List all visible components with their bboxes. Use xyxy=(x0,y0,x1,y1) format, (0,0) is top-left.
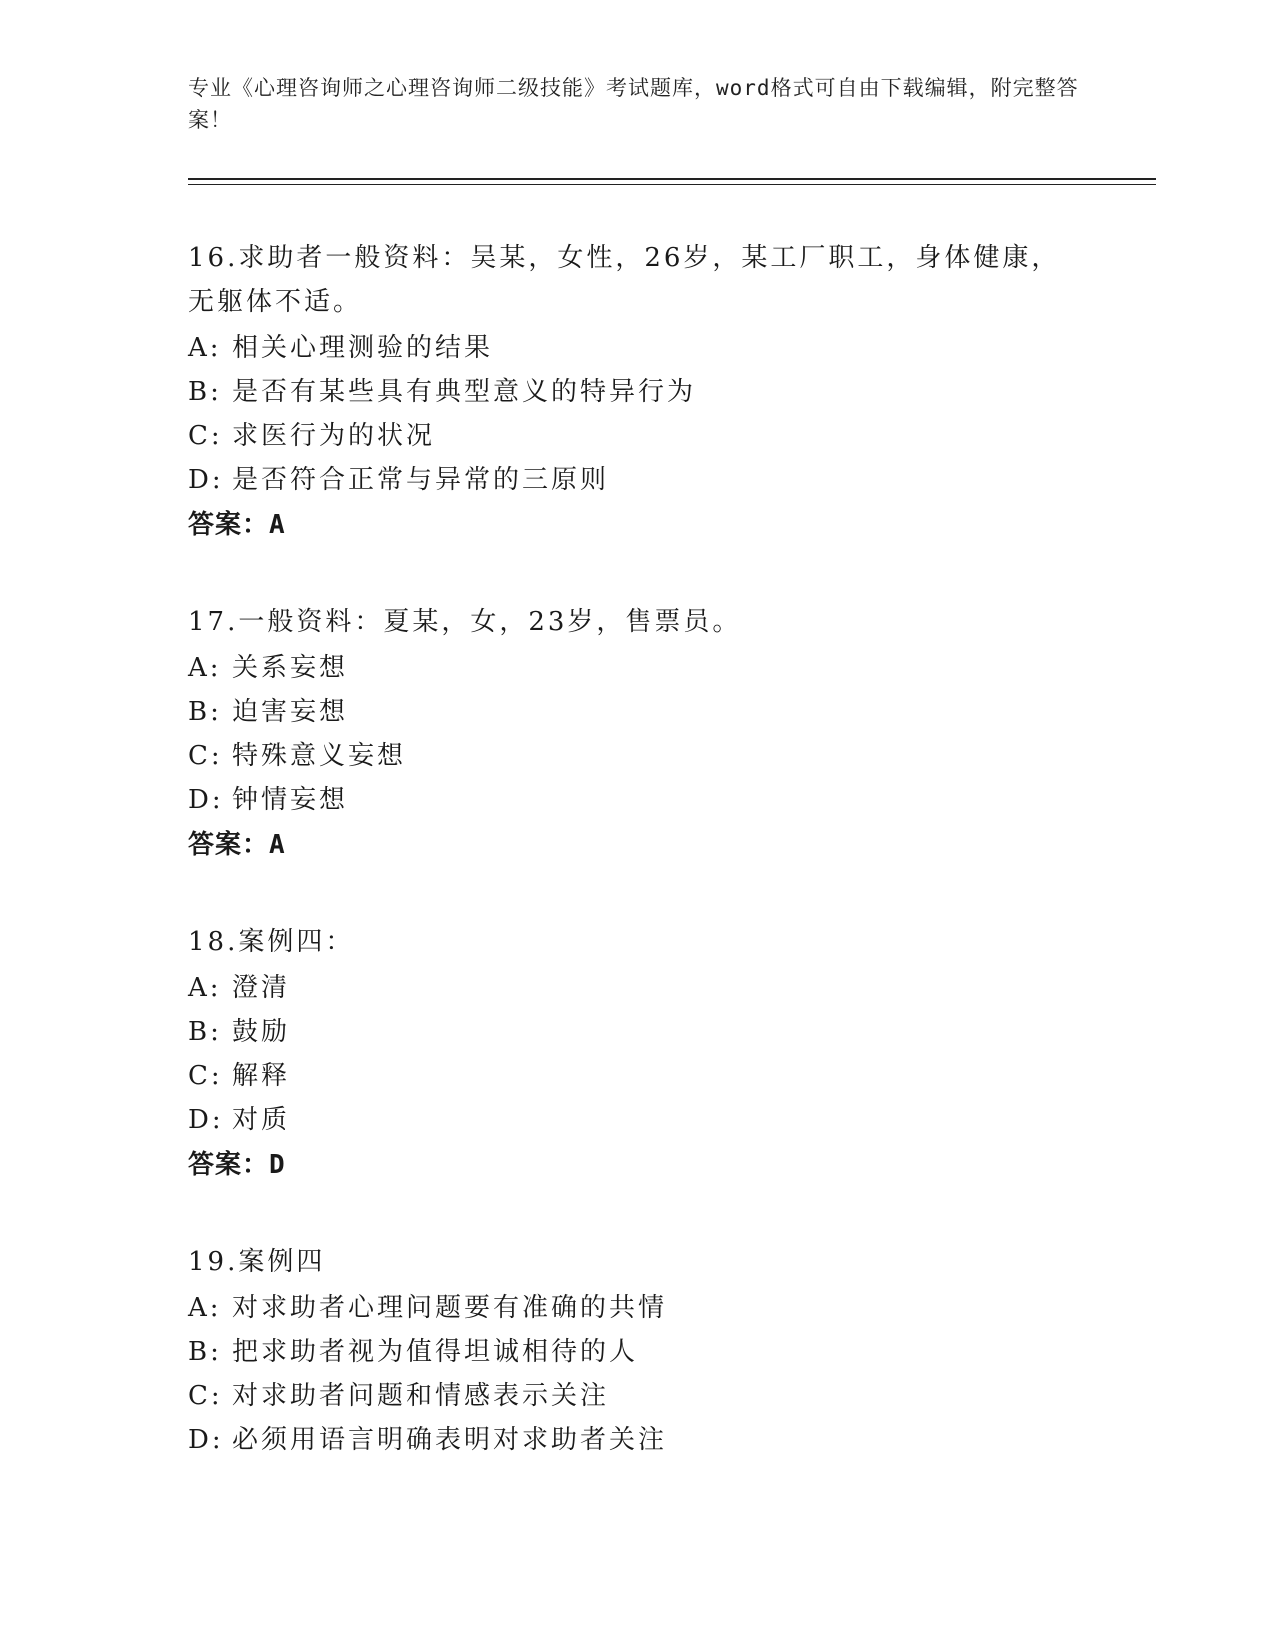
option-a xyxy=(188,646,1088,690)
option-letter: B: xyxy=(188,377,222,407)
option-a xyxy=(188,966,1088,1010)
option-text: 对求助者问题和情感表示关注 xyxy=(232,1381,610,1411)
option-letter: C: xyxy=(188,741,223,771)
answer-line: 答案：D xyxy=(188,1150,286,1180)
option-d xyxy=(188,1418,1088,1462)
document-header: 专业《心理咨询师之心理咨询师二级技能》考试题库，word格式可自由下载编辑，附完整答案！ xyxy=(188,76,1079,132)
option-c xyxy=(188,734,1088,778)
option-letter: C: xyxy=(188,1381,223,1411)
option-c xyxy=(188,1054,1088,1098)
header-divider-thin xyxy=(188,184,1156,185)
option-text: 求医行为的状况 xyxy=(232,421,436,451)
option-letter: B: xyxy=(188,1337,222,1367)
question-stem: 19.案例四 xyxy=(188,1247,326,1277)
option-letter: C: xyxy=(188,1061,223,1091)
option-b xyxy=(188,1330,1088,1374)
question-stem: 18.案例四： xyxy=(188,927,355,957)
option-text: 鼓励 xyxy=(232,1017,291,1047)
option-letter: C: xyxy=(188,421,223,451)
option-text: 相关心理测验的结果 xyxy=(232,333,494,363)
question-18 xyxy=(188,920,1088,1188)
option-text: 迫害妄想 xyxy=(232,697,349,727)
question-list xyxy=(188,236,1088,1514)
answer-line: 答案：A xyxy=(188,830,286,860)
option-d xyxy=(188,1098,1088,1142)
option-b xyxy=(188,370,1088,414)
option-text: 澄清 xyxy=(232,973,291,1003)
option-letter: A: xyxy=(188,1293,222,1323)
option-letter: A: xyxy=(188,973,222,1003)
question-17 xyxy=(188,600,1088,868)
question-stem: 16.求助者一般资料：吴某，女性，26岁，某工厂职工，身体健康，无躯体不适。 xyxy=(188,243,1061,317)
option-letter: A: xyxy=(188,653,222,683)
option-text: 对求助者心理问题要有准确的共情 xyxy=(232,1293,668,1323)
option-text: 钟情妄想 xyxy=(232,785,349,815)
option-text: 是否有某些具有典型意义的特异行为 xyxy=(232,377,697,407)
question-19 xyxy=(188,1240,1088,1462)
option-d xyxy=(188,778,1088,822)
question-16 xyxy=(188,236,1088,548)
header-divider xyxy=(188,178,1156,180)
option-letter: D: xyxy=(188,785,224,815)
option-d xyxy=(188,458,1088,502)
option-text: 特殊意义妄想 xyxy=(232,741,407,771)
answer-line: 答案：A xyxy=(188,510,286,540)
option-c xyxy=(188,1374,1088,1418)
option-letter: A: xyxy=(188,333,222,363)
option-text: 解释 xyxy=(232,1061,291,1091)
option-a xyxy=(188,1286,1088,1330)
option-text: 必须用语言明确表明对求助者关注 xyxy=(232,1425,668,1455)
option-text: 关系妄想 xyxy=(232,653,349,683)
option-letter: B: xyxy=(188,697,222,727)
option-b xyxy=(188,690,1088,734)
option-letter: D: xyxy=(188,1105,224,1135)
option-b xyxy=(188,1010,1088,1054)
option-text: 把求助者视为值得坦诚相待的人 xyxy=(232,1337,639,1367)
question-stem: 17.一般资料：夏某，女，23岁，售票员。 xyxy=(188,607,742,637)
option-letter: B: xyxy=(188,1017,222,1047)
option-text: 对质 xyxy=(232,1105,291,1135)
option-c xyxy=(188,414,1088,458)
option-letter: D: xyxy=(188,465,224,495)
option-a xyxy=(188,326,1088,370)
option-text: 是否符合正常与异常的三原则 xyxy=(232,465,610,495)
option-letter: D: xyxy=(188,1425,224,1455)
